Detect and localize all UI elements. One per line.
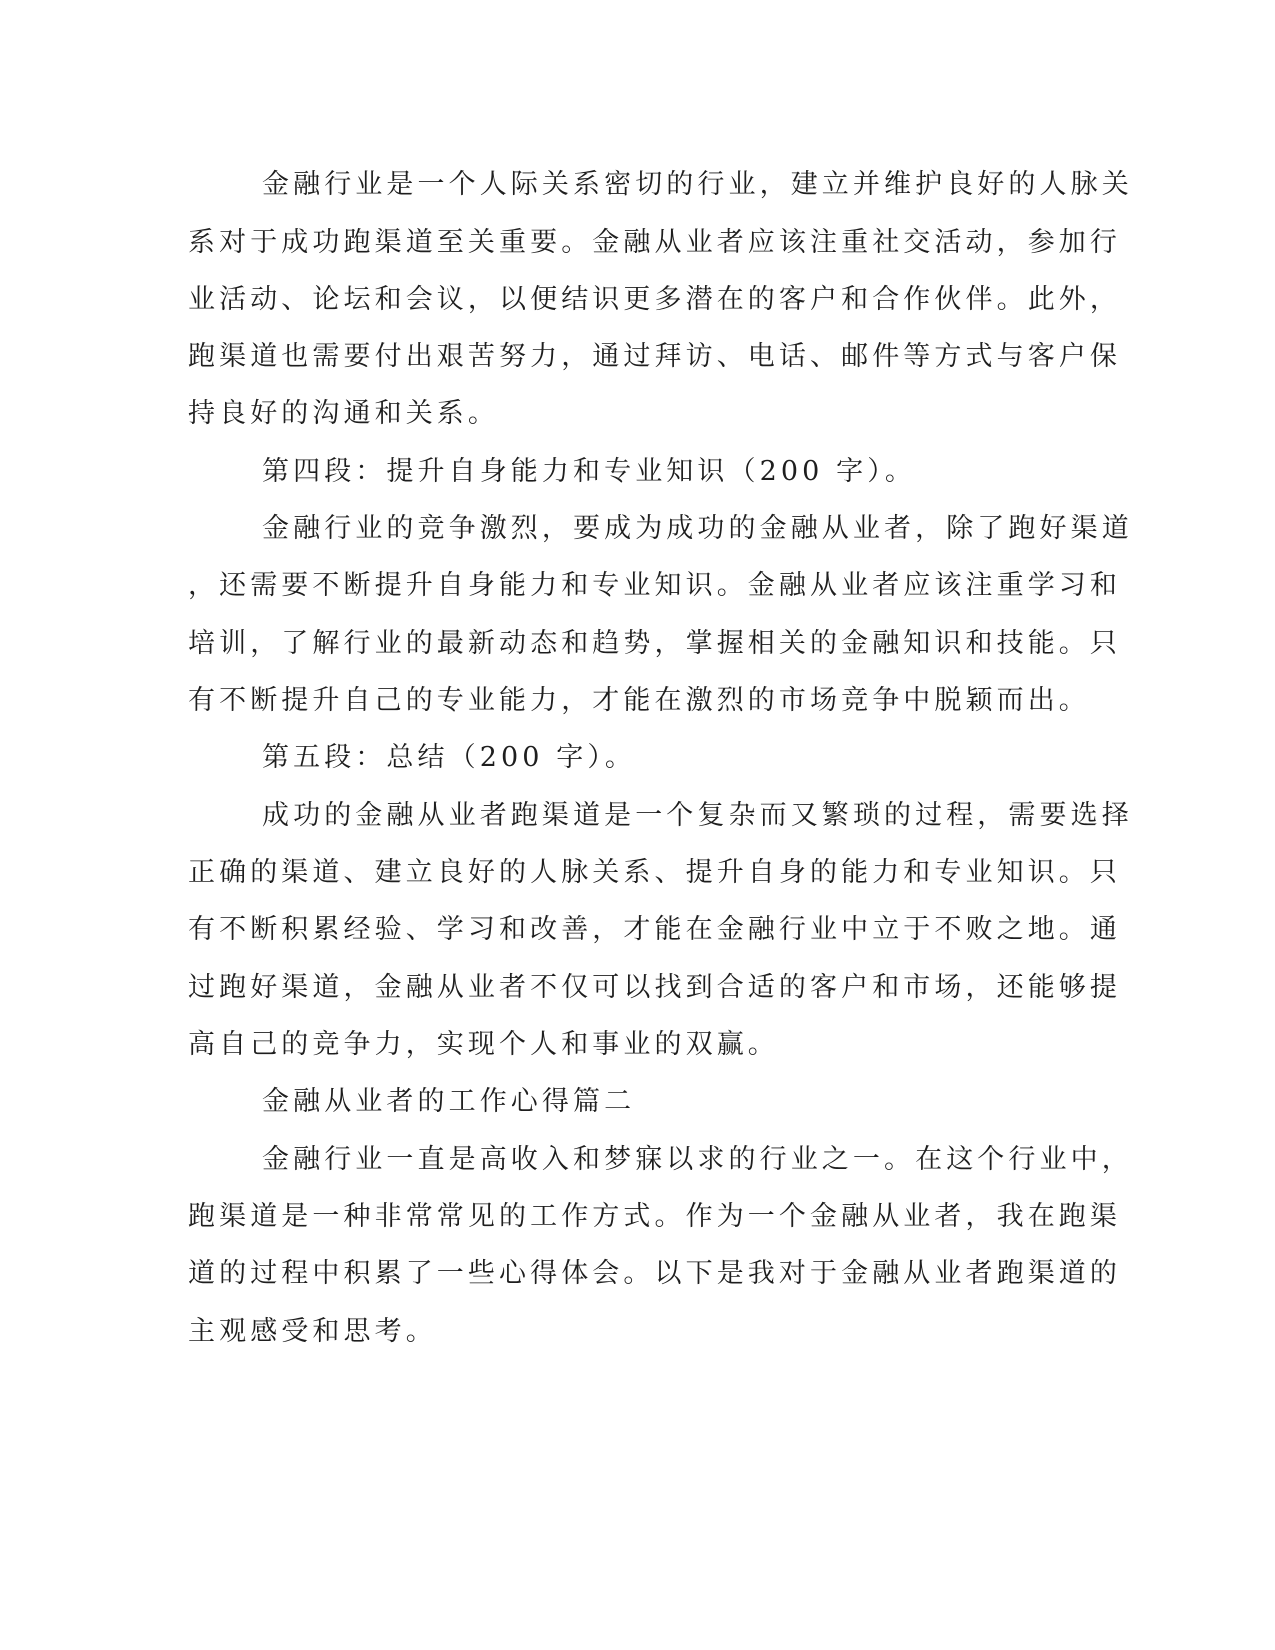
paragraph-5-line-5: 高自己的竞争力，实现个人和事业的双赢。 bbox=[188, 1029, 779, 1060]
article-2-paragraph-1-line-2: 跑渠道是一种非常常见的工作方式。作为一个金融从业者，我在跑渠 bbox=[188, 1201, 1121, 1232]
paragraph-3-line-1: 金融行业是一个人际关系密切的行业，建立并维护良好的人脉关 bbox=[262, 169, 1133, 200]
paragraph-4-line-3: 培训，了解行业的最新动态和趋势，掌握相关的金融知识和技能。只 bbox=[188, 628, 1121, 659]
paragraph-3-line-3: 业活动、论坛和会议，以便结识更多潜在的客户和合作伙伴。此外， bbox=[188, 284, 1121, 315]
article-2-paragraph-1-line-4: 主观感受和思考。 bbox=[188, 1316, 437, 1347]
paragraph-5-line-3: 有不断积累经验、学习和改善，才能在金融行业中立于不败之地。通 bbox=[188, 914, 1121, 945]
paragraph-5-line-4: 过跑好渠道，金融从业者不仅可以找到合适的客户和市场，还能够提 bbox=[188, 972, 1121, 1003]
paragraph-4-line-2: ，还需要不断提升自身能力和专业知识。金融从业者应该注重学习和 bbox=[188, 570, 1121, 601]
paragraph-3-line-2: 系对于成功跑渠道至关重要。金融从业者应该注重社交活动，参加行 bbox=[188, 227, 1121, 258]
article-2-paragraph-1-line-3: 道的过程中积累了一些心得体会。以下是我对于金融从业者跑渠道的 bbox=[188, 1258, 1121, 1289]
paragraph-4-line-1: 金融行业的竞争激烈，要成为成功的金融从业者，除了跑好渠道 bbox=[262, 513, 1133, 544]
paragraph-3-line-5: 持良好的沟通和关系。 bbox=[188, 398, 499, 429]
section-4-heading: 第四段：提升自身能力和专业知识（200 字）。 bbox=[262, 456, 916, 487]
paragraph-3-line-4: 跑渠道也需要付出艰苦努力，通过拜访、电话、邮件等方式与客户保 bbox=[188, 341, 1121, 372]
section-5-heading: 第五段：总结（200 字）。 bbox=[262, 742, 637, 773]
paragraph-5-line-2: 正确的渠道、建立良好的人脉关系、提升自身的能力和专业知识。只 bbox=[188, 857, 1121, 888]
article-2-paragraph-1-line-1: 金融行业一直是高收入和梦寐以求的行业之一。在这个行业中， bbox=[262, 1144, 1133, 1175]
article-2-title: 金融从业者的工作心得篇二 bbox=[262, 1086, 636, 1117]
paragraph-5-line-1: 成功的金融从业者跑渠道是一个复杂而又繁琐的过程，需要选择 bbox=[262, 800, 1133, 831]
paragraph-4-line-4: 有不断提升自己的专业能力，才能在激烈的市场竞争中脱颖而出。 bbox=[188, 685, 1090, 716]
